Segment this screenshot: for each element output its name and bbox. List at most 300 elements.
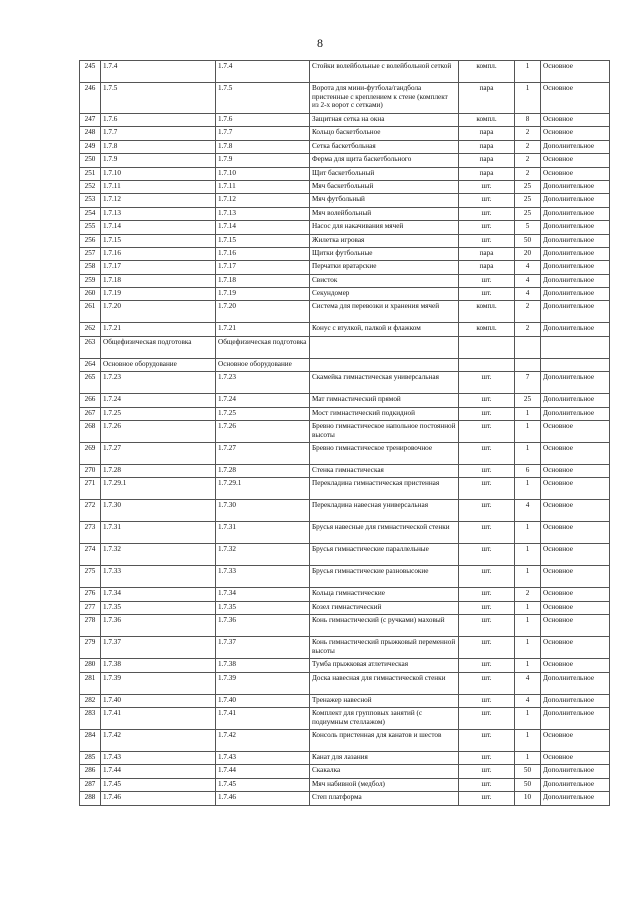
code-cell: 1.7.41 — [216, 707, 310, 729]
code-cell: 1.7.12 — [101, 194, 216, 207]
item-name-cell: Скамейка гимнастическая универсальная — [310, 372, 459, 394]
equipment-type-cell: Дополнительное — [541, 301, 610, 323]
unit-cell: шт. — [459, 694, 515, 707]
row-number: 256 — [80, 234, 101, 247]
code-cell: 1.7.18 — [101, 274, 216, 287]
equipment-type-cell — [541, 358, 610, 371]
equipment-type-cell: Дополнительное — [541, 707, 610, 729]
quantity-cell: 50 — [515, 778, 541, 791]
code-cell: Основное оборудование — [101, 358, 216, 371]
code-cell: 1.7.34 — [216, 588, 310, 601]
equipment-type-cell: Дополнительное — [541, 180, 610, 193]
unit-cell: шт. — [459, 478, 515, 500]
item-name-cell: Мяч волейбольный — [310, 207, 459, 220]
row-number: 281 — [80, 672, 101, 694]
equipment-type-cell — [541, 336, 610, 358]
code-cell: 1.7.45 — [216, 778, 310, 791]
code-cell: Общефизическая подготовка — [216, 336, 310, 358]
table-row — [80, 301, 610, 323]
table-row — [80, 637, 610, 659]
table-row — [80, 544, 610, 566]
code-cell: 1.7.37 — [216, 637, 310, 659]
code-cell: 1.7.9 — [101, 154, 216, 167]
row-number: 282 — [80, 694, 101, 707]
code-cell: 1.7.28 — [101, 465, 216, 478]
item-name-cell: Секундомер — [310, 288, 459, 301]
table-row — [80, 61, 610, 83]
table-row — [80, 372, 610, 394]
table-row — [80, 194, 610, 207]
code-cell: 1.7.23 — [216, 372, 310, 394]
unit-cell: шт. — [459, 221, 515, 234]
code-cell: 1.7.19 — [101, 288, 216, 301]
row-number: 262 — [80, 323, 101, 336]
code-cell: 1.7.29.1 — [216, 478, 310, 500]
row-number: 251 — [80, 167, 101, 180]
quantity-cell: 1 — [515, 443, 541, 465]
item-name-cell: Консоль пристенная для канатов и шестов — [310, 729, 459, 751]
code-cell: 1.7.33 — [216, 566, 310, 588]
item-name-cell: Канат для лазания — [310, 751, 459, 764]
row-number: 259 — [80, 274, 101, 287]
code-cell: 1.7.6 — [101, 114, 216, 127]
row-number: 250 — [80, 154, 101, 167]
quantity-cell: 1 — [515, 83, 541, 114]
table-row — [80, 247, 610, 260]
row-number: 280 — [80, 659, 101, 672]
unit-cell: компл. — [459, 114, 515, 127]
equipment-type-cell: Дополнительное — [541, 274, 610, 287]
page-number: 8 — [317, 36, 323, 50]
table-row — [80, 394, 610, 407]
table-row — [80, 478, 610, 500]
equipment-type-cell: Основное — [541, 478, 610, 500]
equipment-type-cell: Основное — [541, 751, 610, 764]
table-row — [80, 601, 610, 614]
code-cell: 1.7.5 — [101, 83, 216, 114]
quantity-cell: 25 — [515, 180, 541, 193]
unit-cell: пара — [459, 167, 515, 180]
unit-cell: пара — [459, 127, 515, 140]
row-number: 249 — [80, 140, 101, 153]
code-cell: 1.7.31 — [101, 522, 216, 544]
quantity-cell: 6 — [515, 465, 541, 478]
quantity-cell — [515, 336, 541, 358]
item-name-cell: Мяч баскетбольный — [310, 180, 459, 193]
table-row — [80, 323, 610, 336]
table-row — [80, 221, 610, 234]
item-name-cell: Перчатки вратарские — [310, 261, 459, 274]
code-cell: 1.7.10 — [216, 167, 310, 180]
table-row — [80, 114, 610, 127]
item-name-cell: Брусья гимнастические параллельные — [310, 544, 459, 566]
unit-cell: шт. — [459, 792, 515, 805]
row-number: 260 — [80, 288, 101, 301]
unit-cell: пара — [459, 154, 515, 167]
quantity-cell: 1 — [515, 61, 541, 83]
unit-cell: шт. — [459, 615, 515, 637]
code-cell: 1.7.26 — [101, 421, 216, 443]
table-row — [80, 207, 610, 220]
code-cell: 1.7.23 — [101, 372, 216, 394]
equipment-type-cell: Основное — [541, 544, 610, 566]
equipment-type-cell: Основное — [541, 637, 610, 659]
quantity-cell: 4 — [515, 274, 541, 287]
code-cell: 1.7.35 — [101, 601, 216, 614]
code-cell: 1.7.30 — [216, 500, 310, 522]
code-cell: 1.7.16 — [216, 247, 310, 260]
row-number: 270 — [80, 465, 101, 478]
table-row — [80, 792, 610, 805]
row-number: 261 — [80, 301, 101, 323]
code-cell: 1.7.45 — [101, 778, 216, 791]
quantity-cell — [515, 358, 541, 371]
row-number: 253 — [80, 194, 101, 207]
equipment-type-cell: Основное — [541, 421, 610, 443]
equipment-type-cell: Основное — [541, 443, 610, 465]
unit-cell: шт. — [459, 707, 515, 729]
table-row — [80, 83, 610, 114]
row-number: 278 — [80, 615, 101, 637]
item-name-cell: Щитки футбольные — [310, 247, 459, 260]
unit-cell: пара — [459, 261, 515, 274]
code-cell: 1.7.24 — [101, 394, 216, 407]
row-number: 267 — [80, 407, 101, 420]
unit-cell: шт. — [459, 207, 515, 220]
table-row — [80, 180, 610, 193]
table-row — [80, 694, 610, 707]
row-number: 277 — [80, 601, 101, 614]
code-cell: 1.7.32 — [101, 544, 216, 566]
code-cell: 1.7.11 — [101, 180, 216, 193]
equipment-type-cell: Дополнительное — [541, 372, 610, 394]
table-row — [80, 167, 610, 180]
code-cell: 1.7.21 — [101, 323, 216, 336]
quantity-cell: 4 — [515, 261, 541, 274]
code-cell: 1.7.41 — [101, 707, 216, 729]
code-cell: 1.7.15 — [216, 234, 310, 247]
equipment-type-cell: Дополнительное — [541, 288, 610, 301]
quantity-cell: 2 — [515, 588, 541, 601]
equipment-type-cell: Дополнительное — [541, 247, 610, 260]
table-row — [80, 336, 610, 358]
quantity-cell: 20 — [515, 247, 541, 260]
code-cell: 1.7.20 — [101, 301, 216, 323]
unit-cell: шт. — [459, 372, 515, 394]
code-cell: 1.7.10 — [101, 167, 216, 180]
item-name-cell: Конь гимнастический (с ручками) маховый — [310, 615, 459, 637]
code-cell: 1.7.34 — [101, 588, 216, 601]
equipment-type-cell: Основное — [541, 465, 610, 478]
item-name-cell: Тумба прыжковая атлетическая — [310, 659, 459, 672]
code-cell: 1.7.42 — [101, 729, 216, 751]
row-number: 265 — [80, 372, 101, 394]
code-cell: 1.7.5 — [216, 83, 310, 114]
unit-cell: шт. — [459, 234, 515, 247]
item-name-cell: Насос для накачивания мячей — [310, 221, 459, 234]
table-row — [80, 140, 610, 153]
unit-cell: компл. — [459, 301, 515, 323]
table-row — [80, 659, 610, 672]
unit-cell: шт. — [459, 194, 515, 207]
code-cell: 1.7.14 — [101, 221, 216, 234]
row-number: 254 — [80, 207, 101, 220]
table-row — [80, 288, 610, 301]
table-row — [80, 407, 610, 420]
quantity-cell: 1 — [515, 659, 541, 672]
code-cell: 1.7.39 — [216, 672, 310, 694]
equipment-type-cell: Дополнительное — [541, 407, 610, 420]
equipment-type-cell: Основное — [541, 114, 610, 127]
item-name-cell: Кольцо баскетбольное — [310, 127, 459, 140]
equipment-type-cell: Дополнительное — [541, 234, 610, 247]
item-name-cell: Кольца гимнастические — [310, 588, 459, 601]
quantity-cell: 1 — [515, 407, 541, 420]
row-number: 273 — [80, 522, 101, 544]
item-name-cell: Конь гимнастический прыжковый переменной высоты — [310, 637, 459, 659]
quantity-cell: 1 — [515, 751, 541, 764]
row-number: 268 — [80, 421, 101, 443]
equipment-type-cell: Основное — [541, 729, 610, 751]
row-number: 286 — [80, 765, 101, 778]
equipment-type-cell: Дополнительное — [541, 778, 610, 791]
code-cell: 1.7.17 — [216, 261, 310, 274]
quantity-cell: 4 — [515, 672, 541, 694]
table-row — [80, 234, 610, 247]
unit-cell: шт. — [459, 500, 515, 522]
equipment-type-cell: Основное — [541, 83, 610, 114]
item-name-cell: Перекладина навесная универсальная — [310, 500, 459, 522]
quantity-cell: 1 — [515, 522, 541, 544]
quantity-cell: 1 — [515, 729, 541, 751]
quantity-cell: 25 — [515, 207, 541, 220]
quantity-cell: 2 — [515, 301, 541, 323]
item-name-cell: Ворота для мини-футбола/гандбола пристенные с креплением к стене (комплект из 2-х ворот с сетками) — [310, 83, 459, 114]
code-cell: 1.7.19 — [216, 288, 310, 301]
code-cell: 1.7.20 — [216, 301, 310, 323]
equipment-type-cell: Дополнительное — [541, 323, 610, 336]
table-row — [80, 765, 610, 778]
table-row — [80, 500, 610, 522]
code-cell: 1.7.39 — [101, 672, 216, 694]
item-name-cell: Мат гимнастический прямой — [310, 394, 459, 407]
row-number: 283 — [80, 707, 101, 729]
equipment-type-cell: Дополнительное — [541, 140, 610, 153]
unit-cell: шт. — [459, 778, 515, 791]
quantity-cell: 10 — [515, 792, 541, 805]
quantity-cell: 1 — [515, 707, 541, 729]
code-cell: 1.7.28 — [216, 465, 310, 478]
equipment-type-cell: Дополнительное — [541, 394, 610, 407]
code-cell: 1.7.9 — [216, 154, 310, 167]
code-cell: 1.7.37 — [101, 637, 216, 659]
unit-cell: шт. — [459, 288, 515, 301]
quantity-cell: 4 — [515, 694, 541, 707]
unit-cell: пара — [459, 83, 515, 114]
code-cell: 1.7.15 — [101, 234, 216, 247]
table-row — [80, 566, 610, 588]
row-number: 246 — [80, 83, 101, 114]
row-number: 264 — [80, 358, 101, 371]
item-name-cell: Бревно гимнастическое тренировочное — [310, 443, 459, 465]
quantity-cell: 8 — [515, 114, 541, 127]
code-cell: 1.7.35 — [216, 601, 310, 614]
unit-cell: шт. — [459, 672, 515, 694]
table-row — [80, 672, 610, 694]
row-number: 275 — [80, 566, 101, 588]
code-cell: 1.7.42 — [216, 729, 310, 751]
row-number: 255 — [80, 221, 101, 234]
equipment-type-cell: Дополнительное — [541, 194, 610, 207]
code-cell: 1.7.12 — [216, 194, 310, 207]
code-cell: 1.7.43 — [216, 751, 310, 764]
row-number: 276 — [80, 588, 101, 601]
equipment-type-cell: Основное — [541, 615, 610, 637]
row-number: 272 — [80, 500, 101, 522]
unit-cell: пара — [459, 140, 515, 153]
row-number: 269 — [80, 443, 101, 465]
code-cell: 1.7.24 — [216, 394, 310, 407]
quantity-cell: 25 — [515, 394, 541, 407]
code-cell: 1.7.16 — [101, 247, 216, 260]
code-cell: 1.7.4 — [216, 61, 310, 83]
code-cell: 1.7.27 — [101, 443, 216, 465]
code-cell: 1.7.40 — [101, 694, 216, 707]
code-cell: 1.7.6 — [216, 114, 310, 127]
item-name-cell: Скакалка — [310, 765, 459, 778]
quantity-cell: 5 — [515, 221, 541, 234]
item-name-cell: Степ платформа — [310, 792, 459, 805]
code-cell: 1.7.11 — [216, 180, 310, 193]
equipment-type-cell: Основное — [541, 127, 610, 140]
unit-cell: шт. — [459, 566, 515, 588]
item-name-cell: Тренажер навесной — [310, 694, 459, 707]
table-row — [80, 729, 610, 751]
quantity-cell: 50 — [515, 765, 541, 778]
unit-cell: шт. — [459, 394, 515, 407]
code-cell: 1.7.30 — [101, 500, 216, 522]
equipment-type-cell: Дополнительное — [541, 207, 610, 220]
equipment-type-cell: Основное — [541, 154, 610, 167]
row-number: 274 — [80, 544, 101, 566]
code-cell: 1.7.26 — [216, 421, 310, 443]
equipment-type-cell: Дополнительное — [541, 261, 610, 274]
item-name-cell: Свисток — [310, 274, 459, 287]
unit-cell: компл. — [459, 323, 515, 336]
table-row — [80, 778, 610, 791]
quantity-cell: 2 — [515, 167, 541, 180]
equipment-type-cell: Основное — [541, 61, 610, 83]
code-cell: Общефизическая подготовка — [101, 336, 216, 358]
table-row — [80, 261, 610, 274]
code-cell: 1.7.36 — [101, 615, 216, 637]
code-cell: 1.7.18 — [216, 274, 310, 287]
code-cell: 1.7.44 — [101, 765, 216, 778]
equipment-type-cell: Основное — [541, 588, 610, 601]
code-cell: 1.7.43 — [101, 751, 216, 764]
equipment-type-cell: Основное — [541, 500, 610, 522]
table-row — [80, 154, 610, 167]
unit-cell: шт. — [459, 637, 515, 659]
item-name-cell: Комплект для групповых занятий (с подиумным стеллажом) — [310, 707, 459, 729]
item-name-cell: Система для перевозки и хранения мячей — [310, 301, 459, 323]
row-number: 284 — [80, 729, 101, 751]
unit-cell: пара — [459, 247, 515, 260]
code-cell: 1.7.38 — [216, 659, 310, 672]
unit-cell — [459, 358, 515, 371]
code-cell: 1.7.32 — [216, 544, 310, 566]
item-name-cell: Мяч футбольный — [310, 194, 459, 207]
unit-cell: шт. — [459, 421, 515, 443]
quantity-cell: 2 — [515, 140, 541, 153]
equipment-type-cell: Дополнительное — [541, 765, 610, 778]
code-cell: 1.7.8 — [216, 140, 310, 153]
code-cell: 1.7.21 — [216, 323, 310, 336]
equipment-type-cell: Основное — [541, 601, 610, 614]
quantity-cell: 7 — [515, 372, 541, 394]
equipment-type-cell: Дополнительное — [541, 672, 610, 694]
table-row — [80, 443, 610, 465]
equipment-type-cell: Дополнительное — [541, 792, 610, 805]
equipment-type-cell: Основное — [541, 566, 610, 588]
table-row — [80, 707, 610, 729]
code-cell: Основное оборудование — [216, 358, 310, 371]
code-cell: 1.7.27 — [216, 443, 310, 465]
code-cell: 1.7.25 — [101, 407, 216, 420]
table-row — [80, 274, 610, 287]
quantity-cell: 4 — [515, 500, 541, 522]
quantity-cell: 25 — [515, 194, 541, 207]
item-name-cell: Перекладина гимнастическая пристенная — [310, 478, 459, 500]
quantity-cell: 1 — [515, 566, 541, 588]
equipment-type-cell: Дополнительное — [541, 694, 610, 707]
item-name-cell: Щит баскетбольный — [310, 167, 459, 180]
row-number: 279 — [80, 637, 101, 659]
quantity-cell: 1 — [515, 601, 541, 614]
code-cell: 1.7.31 — [216, 522, 310, 544]
row-number: 247 — [80, 114, 101, 127]
unit-cell: шт. — [459, 522, 515, 544]
equipment-type-cell: Основное — [541, 167, 610, 180]
unit-cell: шт. — [459, 588, 515, 601]
code-cell: 1.7.13 — [216, 207, 310, 220]
row-number: 266 — [80, 394, 101, 407]
item-name-cell: Бревно гимнастическое напольное постоянной высоты — [310, 421, 459, 443]
table-row — [80, 421, 610, 443]
code-cell: 1.7.38 — [101, 659, 216, 672]
item-name-cell: Жилетка игровая — [310, 234, 459, 247]
code-cell: 1.7.46 — [101, 792, 216, 805]
table-row — [80, 615, 610, 637]
code-cell: 1.7.46 — [216, 792, 310, 805]
row-number: 285 — [80, 751, 101, 764]
unit-cell: шт. — [459, 601, 515, 614]
row-number: 257 — [80, 247, 101, 260]
code-cell: 1.7.44 — [216, 765, 310, 778]
code-cell: 1.7.8 — [101, 140, 216, 153]
item-name-cell: Ферма для щита баскетбольного — [310, 154, 459, 167]
equipment-type-cell: Дополнительное — [541, 221, 610, 234]
quantity-cell: 1 — [515, 544, 541, 566]
table-row — [80, 751, 610, 764]
item-name-cell: Стойки волейбольные с волейбольной сеткой — [310, 61, 459, 83]
unit-cell: шт. — [459, 465, 515, 478]
item-name-cell: Доска навесная для гимнастической стенки — [310, 672, 459, 694]
table-row — [80, 465, 610, 478]
unit-cell: шт. — [459, 407, 515, 420]
code-cell: 1.7.4 — [101, 61, 216, 83]
table-row — [80, 522, 610, 544]
